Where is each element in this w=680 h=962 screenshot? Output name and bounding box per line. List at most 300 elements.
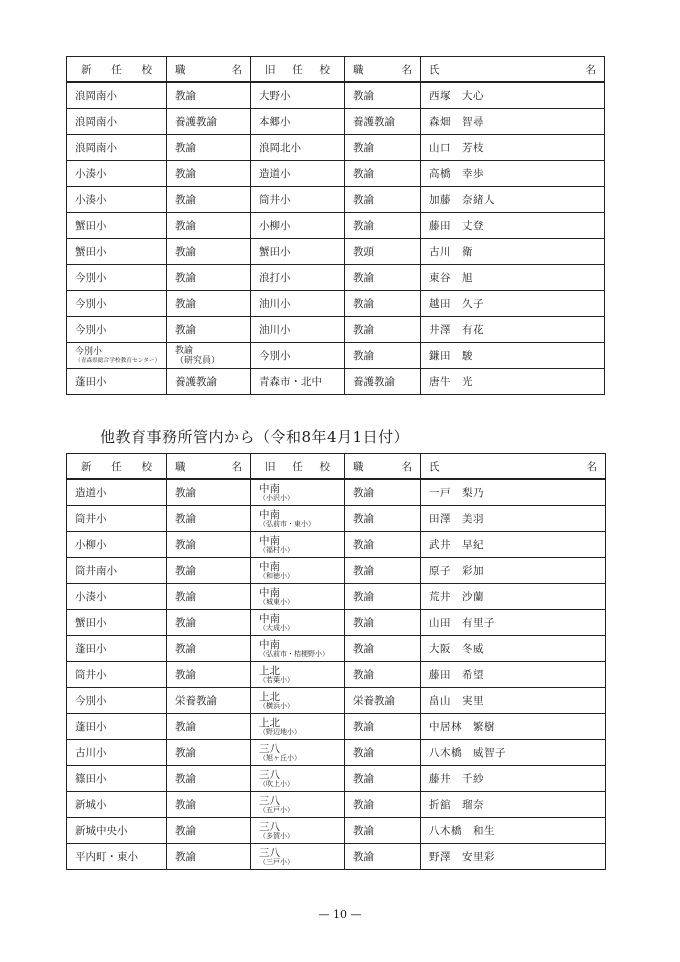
cell-new-school bbox=[67, 369, 167, 395]
cell-name bbox=[421, 369, 605, 395]
cell-old-position bbox=[345, 766, 421, 792]
person-name: 藤井 千紗 bbox=[429, 773, 484, 785]
person-name: 一戸 梨乃 bbox=[429, 487, 484, 499]
cell-old-school bbox=[251, 291, 345, 317]
person-name: 大阪 冬威 bbox=[429, 643, 484, 655]
new-school-text: 蟹田小 bbox=[75, 617, 107, 629]
cell-position bbox=[167, 109, 251, 135]
cell-position bbox=[167, 740, 251, 766]
cell-old-school bbox=[251, 161, 345, 187]
position-text: 教諭 bbox=[175, 565, 196, 577]
hdr-char: 旧 bbox=[265, 460, 276, 473]
hdr-char: 新 bbox=[81, 460, 92, 473]
header-old-school bbox=[251, 454, 345, 480]
table-row bbox=[67, 343, 605, 369]
new-school-text: 造道小 bbox=[75, 487, 107, 499]
cell-position bbox=[167, 688, 251, 714]
cell-old-school bbox=[251, 818, 345, 844]
old-school-text: 筒井小 bbox=[259, 194, 291, 206]
cell-name bbox=[421, 479, 606, 506]
cell-name bbox=[421, 688, 606, 714]
old-position-text: 教諭 bbox=[353, 721, 374, 733]
old-position-text: 教諭 bbox=[353, 825, 374, 837]
old-region-text: 中南 bbox=[259, 508, 280, 521]
cell-old-position bbox=[345, 187, 421, 213]
cell-new-school bbox=[67, 584, 167, 610]
old-school-text: 油川小 bbox=[259, 298, 291, 310]
hdr-char: 名 bbox=[586, 460, 597, 473]
header-old-school-text bbox=[259, 62, 344, 77]
cell-position bbox=[167, 213, 251, 239]
hdr-char: 校 bbox=[141, 460, 152, 473]
table-row bbox=[67, 506, 606, 532]
person-name: 中居林 繁樹 bbox=[429, 721, 495, 733]
old-school-text: （五戸小） bbox=[259, 805, 294, 814]
hdr-char: 校 bbox=[141, 63, 152, 76]
cell-new-school bbox=[67, 161, 167, 187]
table-row bbox=[67, 818, 606, 844]
cell-name bbox=[421, 558, 606, 584]
person-name: 荒井 沙蘭 bbox=[429, 591, 484, 603]
table-row bbox=[67, 265, 605, 291]
cell-position bbox=[167, 558, 251, 584]
cell-old-school bbox=[251, 688, 345, 714]
header-old-position-text bbox=[353, 459, 420, 474]
position-text: 教諭 bbox=[175, 168, 196, 180]
table-row bbox=[67, 636, 606, 662]
old-position-text: 教諭 bbox=[353, 220, 374, 232]
table-row bbox=[67, 479, 606, 506]
old-region-text: 三八 bbox=[259, 768, 280, 781]
old-position-text: 教諭 bbox=[353, 799, 374, 811]
cell-position bbox=[167, 479, 251, 506]
hdr-char: 校 bbox=[319, 63, 330, 76]
table-row bbox=[67, 792, 606, 818]
header-name bbox=[421, 57, 605, 83]
cell-new-school bbox=[67, 610, 167, 636]
cell-name bbox=[421, 82, 605, 109]
new-school-text: 蓬田小 bbox=[75, 376, 107, 388]
cell-new-school bbox=[67, 239, 167, 265]
cell-old-position bbox=[345, 532, 421, 558]
cell-old-position bbox=[345, 792, 421, 818]
old-region-text: 三八 bbox=[259, 742, 280, 755]
cell-position bbox=[167, 792, 251, 818]
person-name: 鎌田 駿 bbox=[429, 350, 473, 362]
cell-old-position bbox=[345, 343, 421, 369]
new-school-text: 筒井小 bbox=[75, 513, 107, 525]
old-position-text: 栄養教諭 bbox=[353, 695, 395, 707]
cell-new-school bbox=[67, 291, 167, 317]
header-new-school-text bbox=[75, 62, 166, 77]
cell-old-position bbox=[345, 135, 421, 161]
hdr-char: 任 bbox=[292, 63, 303, 76]
cell-new-school bbox=[67, 558, 167, 584]
new-school-text: 浪岡南小 bbox=[75, 90, 117, 102]
new-school-text: 小柳小 bbox=[75, 539, 107, 551]
cell-old-position bbox=[345, 213, 421, 239]
cell-old-position bbox=[345, 636, 421, 662]
old-region-text: 三八 bbox=[259, 794, 280, 807]
hdr-char: 名 bbox=[401, 460, 412, 473]
cell-new-school bbox=[67, 506, 167, 532]
person-name: 森畑 智尋 bbox=[429, 116, 484, 128]
cell-position bbox=[167, 343, 251, 369]
page-number: — 10 — bbox=[318, 908, 362, 921]
cell-old-position bbox=[345, 161, 421, 187]
cell-new-school bbox=[67, 265, 167, 291]
header-new-school bbox=[67, 57, 167, 83]
cell-new-school bbox=[67, 818, 167, 844]
cell-new-school bbox=[67, 109, 167, 135]
cell-old-school bbox=[251, 187, 345, 213]
new-school-text: 浪岡南小 bbox=[75, 116, 117, 128]
person-name: 山田 有里子 bbox=[429, 617, 495, 629]
new-school-text: 今別小 bbox=[75, 298, 107, 310]
hdr-char: 職 bbox=[175, 460, 186, 473]
cell-new-school bbox=[67, 135, 167, 161]
cell-old-position bbox=[345, 239, 421, 265]
position-text: 教諭 bbox=[175, 669, 196, 681]
table-row bbox=[67, 662, 606, 688]
table-row bbox=[67, 558, 606, 584]
cell-position bbox=[167, 714, 251, 740]
new-school-text: 筒井南小 bbox=[75, 565, 117, 577]
header-name-text bbox=[429, 62, 604, 77]
old-region-text: 上北 bbox=[259, 664, 280, 677]
new-school-text: 今別小 bbox=[75, 324, 107, 336]
old-school-text: （和徳小） bbox=[259, 571, 294, 580]
hdr-char: 氏 bbox=[429, 63, 440, 76]
position-text: 教諭 bbox=[175, 643, 196, 655]
old-position-text: 教諭 bbox=[353, 643, 374, 655]
old-position-text: 教諭 bbox=[353, 487, 374, 499]
cell-old-position bbox=[345, 740, 421, 766]
cell-position bbox=[167, 844, 251, 870]
person-name: 西塚 大心 bbox=[429, 90, 484, 102]
cell-new-school bbox=[67, 636, 167, 662]
table-row bbox=[67, 135, 605, 161]
cell-old-position bbox=[345, 714, 421, 740]
table-row bbox=[67, 109, 605, 135]
cell-position bbox=[167, 369, 251, 395]
cell-old-school bbox=[251, 662, 345, 688]
transfer-table-other-offices bbox=[66, 453, 606, 870]
cell-old-position bbox=[345, 610, 421, 636]
old-position-text: 教頭 bbox=[353, 246, 374, 258]
position-text: 栄養教諭 bbox=[175, 695, 217, 707]
old-region-text: 中南 bbox=[259, 560, 280, 573]
person-name: 八木橋 威智子 bbox=[429, 747, 506, 759]
cell-new-school bbox=[67, 662, 167, 688]
new-school-text: 蟹田小 bbox=[75, 220, 107, 232]
section-title: 他教育事務所管内から（令和8年4月1日付） bbox=[100, 428, 410, 446]
cell-old-position bbox=[345, 479, 421, 506]
cell-old-school bbox=[251, 343, 345, 369]
hdr-char: 旧 bbox=[265, 63, 276, 76]
cell-new-school bbox=[67, 187, 167, 213]
person-name: 東谷 旭 bbox=[429, 272, 473, 284]
hdr-char: 校 bbox=[319, 460, 330, 473]
new-school-text: 今別小 bbox=[75, 346, 103, 357]
old-school-text: （弘前市・東小） bbox=[259, 519, 315, 528]
old-school-text: （三戸小） bbox=[259, 857, 294, 866]
old-position-text: 教諭 bbox=[353, 851, 374, 863]
table-row bbox=[67, 161, 605, 187]
cell-old-school bbox=[251, 82, 345, 109]
new-school-text: 新城小 bbox=[75, 799, 107, 811]
person-name: 八木橋 和生 bbox=[429, 825, 495, 837]
position-text: 教諭 bbox=[175, 345, 194, 356]
cell-new-school bbox=[67, 792, 167, 818]
person-name: 山口 芳枝 bbox=[429, 142, 484, 154]
table-row bbox=[67, 213, 605, 239]
cell-position bbox=[167, 532, 251, 558]
new-school-text: 平内町・東小 bbox=[75, 851, 138, 863]
header-old-position bbox=[345, 454, 421, 480]
cell-name bbox=[421, 792, 606, 818]
cell-position bbox=[167, 291, 251, 317]
old-region-text: 中南 bbox=[259, 586, 280, 599]
person-name: 高橋 幸歩 bbox=[429, 168, 484, 180]
cell-new-school bbox=[67, 688, 167, 714]
new-school-text: 今別小 bbox=[75, 272, 107, 284]
new-school-text: 小湊小 bbox=[75, 591, 107, 603]
cell-new-school bbox=[67, 766, 167, 792]
cell-old-school bbox=[251, 792, 345, 818]
cell-position bbox=[167, 636, 251, 662]
cell-old-school bbox=[251, 844, 345, 870]
cell-name bbox=[421, 187, 605, 213]
old-school-text: （横浜小） bbox=[259, 701, 294, 710]
table-row bbox=[67, 317, 605, 343]
old-position-text: 教諭 bbox=[353, 168, 374, 180]
person-name: 唐牛 光 bbox=[429, 376, 473, 388]
old-position-text: 教諭 bbox=[353, 539, 374, 551]
position-text: 養護教諭 bbox=[175, 116, 217, 128]
old-region-text: 中南 bbox=[259, 638, 280, 651]
old-school-text: 浪打小 bbox=[259, 272, 291, 284]
position-text: 教諭 bbox=[175, 799, 196, 811]
position-text: 教諭 bbox=[175, 851, 196, 863]
cell-old-position bbox=[345, 506, 421, 532]
old-school-text: （福村小） bbox=[259, 545, 294, 554]
old-position-text: 教諭 bbox=[353, 591, 374, 603]
cell-name bbox=[421, 135, 605, 161]
position-text: 教諭 bbox=[175, 721, 196, 733]
hdr-char: 職 bbox=[353, 460, 364, 473]
cell-old-position bbox=[345, 369, 421, 395]
new-school-text: 篠田小 bbox=[75, 773, 107, 785]
old-position-text: 教諭 bbox=[353, 617, 374, 629]
cell-old-position bbox=[345, 688, 421, 714]
position-text: 教諭 bbox=[175, 487, 196, 499]
old-school-text: 蟹田小 bbox=[259, 246, 291, 258]
old-region-text: 三八 bbox=[259, 820, 280, 833]
hdr-char: 名 bbox=[231, 460, 242, 473]
position-text: 教諭 bbox=[175, 90, 196, 102]
person-name: 原子 彩加 bbox=[429, 565, 484, 577]
new-school-text: 古川小 bbox=[75, 747, 107, 759]
position-text: 教諭 bbox=[175, 142, 196, 154]
cell-name bbox=[421, 532, 606, 558]
table-row bbox=[67, 82, 605, 109]
new-school-text: 筒井小 bbox=[75, 669, 107, 681]
old-position-text: 教諭 bbox=[353, 298, 374, 310]
hdr-char: 任 bbox=[111, 63, 122, 76]
position-text: 教諭 bbox=[175, 773, 196, 785]
old-region-text: 上北 bbox=[259, 716, 280, 729]
person-name: 井澤 有花 bbox=[429, 324, 484, 336]
position-text: 教諭 bbox=[175, 272, 196, 284]
header-name-text bbox=[429, 459, 605, 474]
table-header-row bbox=[67, 454, 606, 480]
old-school-text: （城東小） bbox=[259, 597, 294, 606]
cell-old-school bbox=[251, 369, 345, 395]
position-text: 教諭 bbox=[175, 194, 196, 206]
cell-position bbox=[167, 265, 251, 291]
old-region-text: 中南 bbox=[259, 612, 280, 625]
cell-old-school bbox=[251, 766, 345, 792]
cell-name bbox=[421, 109, 605, 135]
cell-name bbox=[421, 161, 605, 187]
old-school-text: （大成小） bbox=[259, 623, 294, 632]
new-school-text: 蓬田小 bbox=[75, 721, 107, 733]
header-old-school bbox=[251, 57, 345, 83]
table-row bbox=[67, 291, 605, 317]
header-position bbox=[167, 454, 251, 480]
old-school-text: （旭ヶ丘小） bbox=[259, 753, 301, 762]
old-position-text: 教諭 bbox=[353, 773, 374, 785]
position-text: 教諭 bbox=[175, 220, 196, 232]
header-old-school-text bbox=[259, 459, 344, 474]
hdr-char: 名 bbox=[401, 63, 412, 76]
position-text: 教諭 bbox=[175, 298, 196, 310]
cell-old-school bbox=[251, 714, 345, 740]
old-region-text: 中南 bbox=[259, 534, 280, 547]
cell-position bbox=[167, 818, 251, 844]
new-school-text: 小湊小 bbox=[75, 194, 107, 206]
table-row bbox=[67, 844, 606, 870]
table-row bbox=[67, 714, 606, 740]
table-row bbox=[67, 688, 606, 714]
new-school-text: 新城中央小 bbox=[75, 825, 128, 837]
cell-old-school bbox=[251, 479, 345, 506]
header-position bbox=[167, 57, 251, 83]
cell-old-position bbox=[345, 662, 421, 688]
hdr-char: 職 bbox=[353, 63, 364, 76]
cell-name bbox=[421, 610, 606, 636]
old-school-text: （野辺地小） bbox=[259, 727, 301, 736]
hdr-char: 氏 bbox=[429, 460, 440, 473]
table-row bbox=[67, 740, 606, 766]
old-position-text: 教諭 bbox=[353, 565, 374, 577]
table-row bbox=[67, 610, 606, 636]
cell-old-school bbox=[251, 636, 345, 662]
cell-old-school bbox=[251, 610, 345, 636]
position-text: 教諭 bbox=[175, 617, 196, 629]
table-row bbox=[67, 369, 605, 395]
old-position-text: 教諭 bbox=[353, 142, 374, 154]
cell-position bbox=[167, 187, 251, 213]
person-name: 畠山 実里 bbox=[429, 695, 484, 707]
cell-old-school bbox=[251, 532, 345, 558]
cell-position bbox=[167, 610, 251, 636]
cell-name bbox=[421, 584, 606, 610]
cell-position bbox=[167, 766, 251, 792]
transfer-table-internal bbox=[66, 56, 605, 395]
cell-position bbox=[167, 239, 251, 265]
old-position-text: 教諭 bbox=[353, 513, 374, 525]
cell-old-school bbox=[251, 213, 345, 239]
cell-name bbox=[421, 213, 605, 239]
cell-name bbox=[421, 506, 606, 532]
cell-name bbox=[421, 343, 605, 369]
old-region-text: 中南 bbox=[259, 482, 280, 495]
old-position-text: 教諭 bbox=[353, 272, 374, 284]
cell-name bbox=[421, 766, 606, 792]
person-name: 野澤 安里彩 bbox=[429, 851, 495, 863]
new-school-text: 蓬田小 bbox=[75, 643, 107, 655]
old-school-text: 本郷小 bbox=[259, 116, 291, 128]
position-text: 教諭 bbox=[175, 591, 196, 603]
cell-old-position bbox=[345, 291, 421, 317]
new-school-text: 浪岡南小 bbox=[75, 142, 117, 154]
cell-new-school bbox=[67, 213, 167, 239]
old-school-text: 大野小 bbox=[259, 90, 291, 102]
hdr-char: 職 bbox=[175, 63, 186, 76]
position-note: （研究員） bbox=[175, 355, 221, 366]
table-row bbox=[67, 187, 605, 213]
cell-old-position bbox=[345, 558, 421, 584]
person-name: 田澤 美羽 bbox=[429, 513, 484, 525]
table-row bbox=[67, 766, 606, 792]
cell-old-school bbox=[251, 135, 345, 161]
cell-old-position bbox=[345, 109, 421, 135]
new-school-text: 蟹田小 bbox=[75, 246, 107, 258]
old-school-text: （小沢小） bbox=[259, 493, 294, 502]
header-name bbox=[421, 454, 606, 480]
person-name: 越田 久子 bbox=[429, 298, 484, 310]
old-school-text: 小柳小 bbox=[259, 220, 291, 232]
position-text: 教諭 bbox=[175, 539, 196, 551]
cell-old-school bbox=[251, 740, 345, 766]
header-position-text bbox=[175, 62, 250, 77]
hdr-char: 名 bbox=[585, 63, 596, 76]
cell-new-school bbox=[67, 532, 167, 558]
cell-old-school bbox=[251, 265, 345, 291]
old-position-text: 教諭 bbox=[353, 669, 374, 681]
cell-position bbox=[167, 135, 251, 161]
cell-position bbox=[167, 584, 251, 610]
new-school-note: （青森県総合学校教育センター） bbox=[75, 356, 161, 364]
old-school-text: （多賀小） bbox=[259, 831, 294, 840]
old-position-text: 教諭 bbox=[353, 324, 374, 336]
cell-new-school bbox=[67, 343, 167, 369]
header-new-school-text bbox=[75, 459, 166, 474]
old-position-text: 教諭 bbox=[353, 90, 374, 102]
header-old-position-text bbox=[353, 62, 420, 77]
person-name: 藤田 希望 bbox=[429, 669, 484, 681]
cell-old-position bbox=[345, 265, 421, 291]
position-text: 教諭 bbox=[175, 747, 196, 759]
old-school-text: 浪岡北小 bbox=[259, 142, 301, 154]
table-row bbox=[67, 532, 606, 558]
cell-new-school bbox=[67, 82, 167, 109]
old-school-text: （弘前市・桔梗野小） bbox=[259, 649, 329, 658]
hdr-char: 任 bbox=[111, 460, 122, 473]
cell-old-position bbox=[345, 317, 421, 343]
